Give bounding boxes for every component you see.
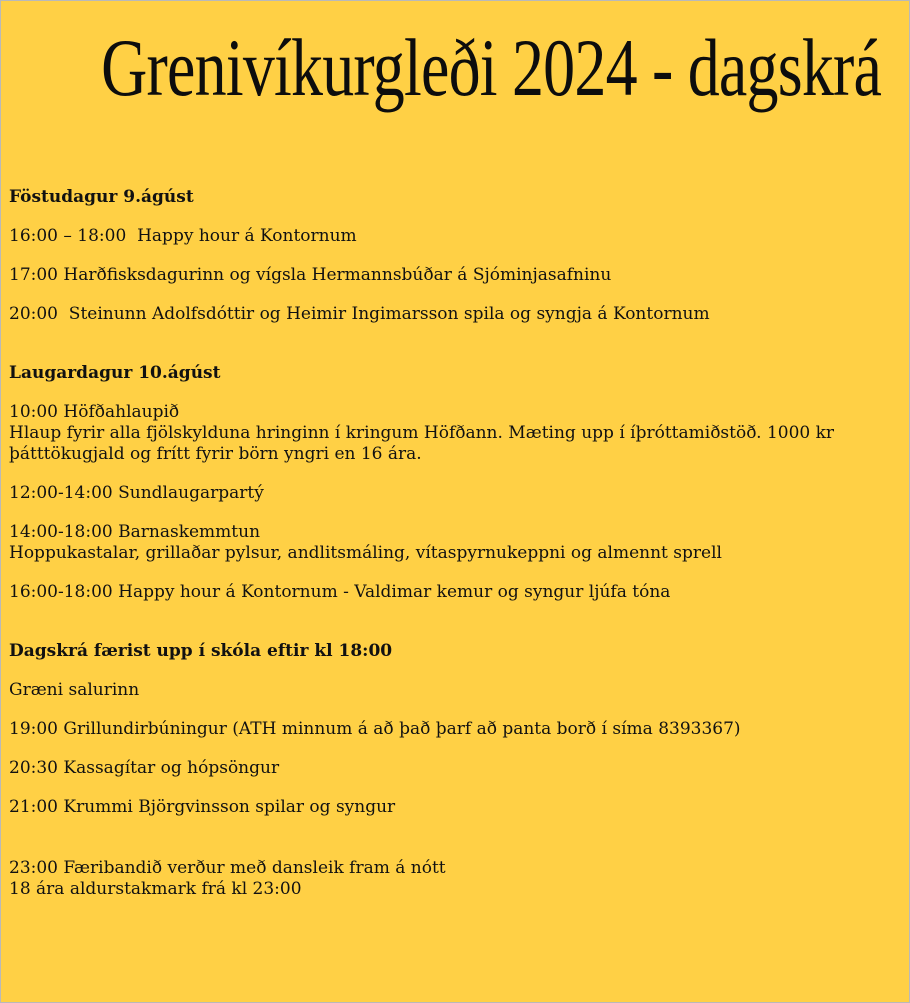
item-text: 20:00 Steinunn Adolfsdóttir og Heimir Ingimarsson spila og syngja á Kontornum (9, 304, 710, 324)
item-text: 20:30 Kassagítar og hópsöngur (9, 758, 280, 778)
schedule-item (9, 265, 909, 286)
schedule-item (9, 858, 909, 900)
page-title: Grenivíkurgleði 2024 - dagskrá (101, 22, 882, 113)
schedule-item (9, 758, 909, 779)
schedule-item (9, 304, 909, 325)
section-friday (9, 187, 909, 325)
item-text: 16:00 – 18:00 Happy hour á Kontornum (9, 226, 357, 246)
schedule (9, 187, 909, 918)
item-text: 10:00 Höfðahlaupið (9, 402, 180, 422)
schedule-item (9, 582, 909, 603)
section-heading: Laugardagur 10.ágúst (9, 363, 221, 383)
item-description: Hoppukastalar, grillaðar pylsur, andlitsmáling, vítaspyrnukeppni og almennt sprell (9, 543, 722, 563)
item-text: 21:00 Krummi Björgvinsson spilar og syngur (9, 797, 396, 817)
schedule-item (9, 402, 909, 465)
item-text: 19:00 Grillundirbúningur (ATH minnum á að það þarf að panta borð í síma 8393367) (9, 719, 741, 739)
item-description: Hlaup fyrir alla fjölskylduna hringinn í kringum Höfðann. Mæting upp í íþróttamiðstöð. 1000 kr þátttökugjald og frítt fyrir börn yngri en 16 ára. (9, 423, 835, 464)
schedule-item (9, 797, 909, 818)
schedule-item (9, 680, 909, 701)
section-evening (9, 641, 909, 900)
schedule-item (9, 226, 909, 247)
item-text: Græni salurinn (9, 680, 140, 700)
item-text: 16:00-18:00 Happy hour á Kontornum - Valdimar kemur og syngur ljúfa tóna (9, 582, 671, 602)
schedule-item (9, 483, 909, 504)
item-description: 18 ára aldurstakmark frá kl 23:00 (9, 879, 302, 899)
item-text: 14:00-18:00 Barnaskemmtun (9, 522, 261, 542)
section-heading: Dagskrá færist upp í skóla eftir kl 18:00 (9, 641, 393, 661)
section-heading: Föstudagur 9.ágúst (9, 187, 194, 207)
schedule-item (9, 522, 909, 564)
schedule-item (9, 719, 909, 740)
section-saturday (9, 363, 909, 603)
item-text: 23:00 Færibandið verður með dansleik fram á nótt (9, 858, 446, 878)
item-text: 12:00-14:00 Sundlaugarpartý (9, 483, 264, 503)
item-text: 17:00 Harðfisksdagurinn og vígsla Hermannsbúðar á Sjóminjasafninu (9, 265, 612, 285)
